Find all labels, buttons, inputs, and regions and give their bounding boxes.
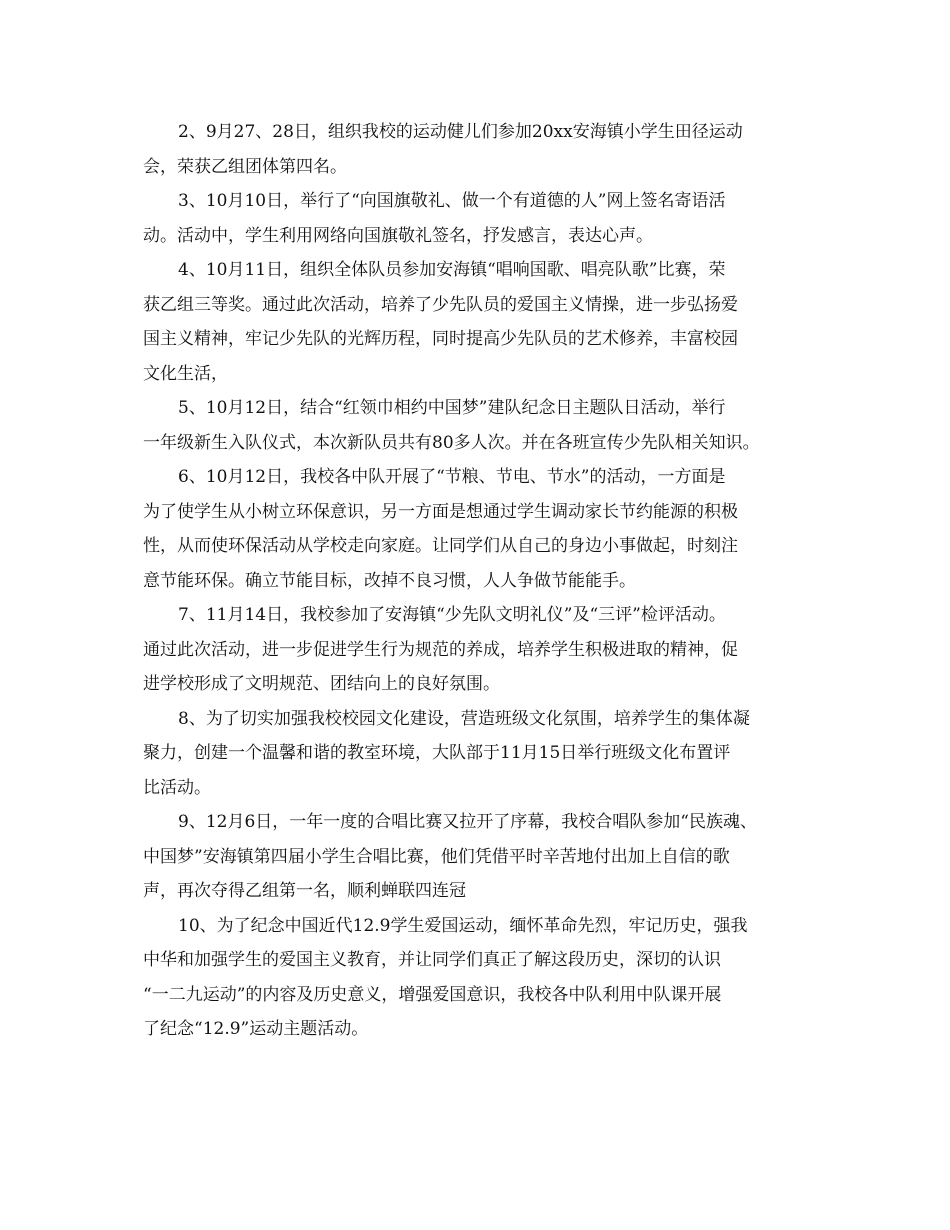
paragraph-line: “一二九运动”的内容及历史意义，增强爱国意识，我校各中队利用中队课开展 xyxy=(143,984,722,1005)
paragraph-line: 中华和加强学生的爱国主义教育，并让同学们真正了解这段历史，深切的认识 xyxy=(143,950,721,970)
paragraph-line: 聚力，创建一个温馨和谐的教室环境，大队部于11月15日举行班级文化布置评 xyxy=(143,743,731,763)
paragraph-item-4 xyxy=(143,253,823,391)
paragraph-line: 为了使学生从小树立环保意识，另一方面是想通过学生调动家长节约能源的积极 xyxy=(143,501,738,522)
paragraph-line: 文化生活， xyxy=(143,363,228,384)
paragraph-line: 5、10月12日，结合“红领巾相约中国梦”建队纪念日主题队日活动，举行 xyxy=(178,398,726,418)
paragraph-item-2 xyxy=(143,115,823,184)
paragraph-line: 10、为了纪念中国近代12.9学生爱国运动，缅怀革命先烈，牢记历史，强我 xyxy=(178,915,748,936)
paragraph-line: 9、12月6日，一年一度的合唱比赛又拉开了序幕，我校合唱队参加“民族魂、 xyxy=(178,812,757,832)
paragraph-item-5 xyxy=(143,391,823,460)
paragraph-item-7 xyxy=(143,598,823,702)
paragraph-line: 获乙组三等奖。通过此次活动，培养了少先队员的爱国主义情操，进一步弘扬爱 xyxy=(143,294,738,315)
paragraph-item-3 xyxy=(143,184,823,253)
paragraph-line: 8、为了切实加强我校校园文化建设，营造班级文化氛围，培养学生的集体凝 xyxy=(178,708,750,729)
paragraph-line: 7、11月14日，我校参加了安海镇“少先队文明礼仪”及“三评”检评活动。 xyxy=(178,605,726,625)
paragraph-line: 了纪念“12.9”运动主题活动。 xyxy=(143,1019,369,1039)
paragraph-line: 一年级新生入队仪式，本次新队员共有80多人次。并在各班宣传少先队相关知识。 xyxy=(143,432,760,453)
paragraph-line: 动。活动中，学生利用网络向国旗敬礼签名，抒发感言，表达心声。 xyxy=(143,225,653,246)
paragraph-line: 性，从而使环保活动从学校走向家庭。让同学们从自己的身边小事做起，时刻注 xyxy=(143,536,738,556)
paragraph-line: 比活动。 xyxy=(143,777,211,798)
paragraph-line: 进学校形成了文明规范、团结向上的良好氛围。 xyxy=(143,674,500,694)
paragraph-line: 2、9月27、28日，组织我校的运动健儿们参加20xx安海镇小学生田径运动 xyxy=(178,122,743,142)
paragraph-item-9 xyxy=(143,805,823,909)
paragraph-item-6 xyxy=(143,460,823,598)
paragraph-item-8 xyxy=(143,702,823,806)
paragraph-line: 通过此次活动，进一步促进学生行为规范的养成，培养学生积极进取的精神，促 xyxy=(143,639,738,660)
paragraph-line: 会，荣获乙组团体第四名。 xyxy=(143,156,347,177)
paragraph-line: 6、10月12日，我校各中队开展了“节粮、节电、节水”的活动，一方面是 xyxy=(178,467,726,487)
paragraph-line: 意节能环保。确立节能目标，改掉不良习惯，人人争做节能能手。 xyxy=(143,570,636,591)
paragraph-item-10 xyxy=(143,909,823,1047)
paragraph-line: 声，再次夺得乙组第一名，顺利蝉联四连冠 xyxy=(143,881,466,901)
paragraph-line: 3、10月10日，举行了“向国旗敬礼、做一个有道德的人”网上签名寄语活 xyxy=(178,191,726,211)
document-body xyxy=(143,115,823,1047)
paragraph-line: 国主义精神，牢记少先队的光辉历程，同时提高少先队员的艺术修养，丰富校园 xyxy=(143,329,738,349)
paragraph-line: 中国梦”安海镇第四届小学生合唱比赛，他们凭借平时辛苦地付出加上自信的歌 xyxy=(143,846,730,867)
paragraph-line: 4、10月11日，组织全体队员参加安海镇“唱响国歌、唱亮队歌”比赛，荣 xyxy=(178,260,726,280)
